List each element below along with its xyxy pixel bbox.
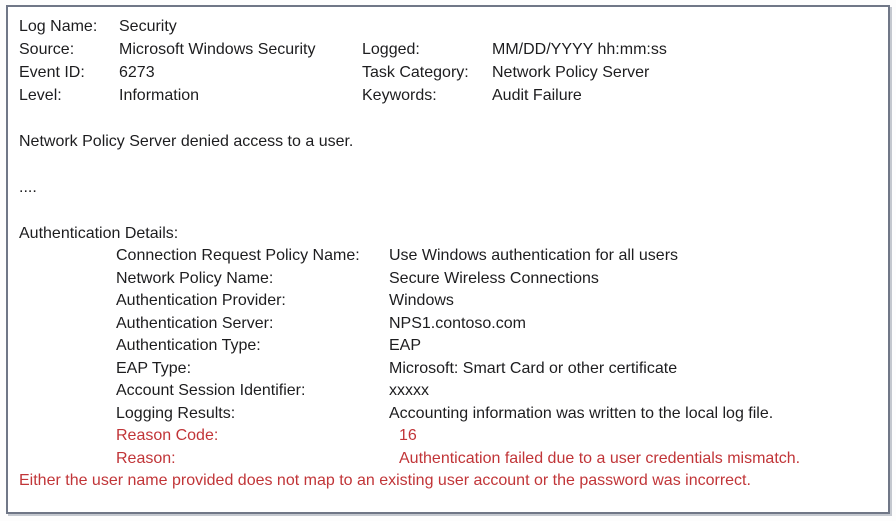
detail-row-connection-request-policy [19,245,878,268]
detail-value: Use Windows authentication for all users [389,247,679,264]
field-label [362,15,492,38]
field-value: Audit Failure [492,87,582,104]
detail-value: xxxxx [389,382,429,399]
detail-row-eap-type [19,358,878,381]
field-label: Log Name: [19,18,98,35]
field-label: Logged: [362,41,420,58]
detail-row-auth-type [19,335,878,358]
field-label: Level: [19,87,62,104]
detail-label: Network Policy Name: [116,269,274,287]
section-title: Authentication Details: [19,225,179,242]
detail-value: Accounting information was written to the local log file. [389,404,774,422]
detail-value: Windows [389,292,454,309]
event-description: Network Policy Server denied access to a user. [19,133,354,150]
field-label: Event ID: [19,64,85,81]
authentication-details [19,245,878,493]
detail-row-auth-provider [19,290,878,313]
detail-label: Authentication Type: [116,337,261,354]
detail-value: EAP [389,337,422,354]
detail-label: Account Session Identifier: [116,382,306,399]
detail-value: Secure Wireless Connections [389,269,599,287]
field-value [492,15,878,38]
field-value: Microsoft Windows Security [119,41,316,58]
detail-row-auth-server [19,313,878,336]
field-value: Network Policy Server [492,64,650,81]
detail-value: 16 [399,427,417,444]
detail-label: Reason Code: [116,427,219,444]
header-row-source [19,38,878,61]
field-label: Source: [19,41,75,58]
field-value: MM/DD/YYYY hh:mm:ss [492,41,667,58]
detail-value: Microsoft: Smart Card or other certificate [389,359,678,377]
detail-label: Reason: [116,449,176,467]
event-body [19,107,878,245]
header-row-level [19,84,878,107]
field-label: Keywords: [362,87,437,104]
field-value: 6273 [119,64,155,81]
detail-label: EAP Type: [116,359,192,377]
field-value: Security [119,18,177,35]
detail-row-account-session-id [19,380,878,403]
detail-label: Authentication Provider: [116,292,286,309]
header-row-log-name [19,15,878,38]
detail-row-logging-results [19,403,878,426]
header-row-event-id [19,61,878,84]
ellipsis-line: .... [19,179,37,196]
detail-label: Logging Results: [116,404,236,422]
event-header [19,15,878,107]
detail-row-reason [19,448,878,471]
detail-value: Authentication failed due to a user credentials mismatch. [399,449,801,467]
event-log-panel [6,5,890,514]
reason-explanation: Either the user name provided does not map to an existing user account or the password was incorrect. [19,472,751,489]
detail-label: Authentication Server: [116,314,274,332]
detail-row-reason-code [19,425,878,448]
detail-value: NPS1.contoso.com [389,314,526,332]
field-label: Task Category: [362,64,469,81]
field-value: Information [119,87,200,104]
detail-row-network-policy [19,268,878,291]
detail-label: Connection Request Policy Name: [116,247,360,264]
